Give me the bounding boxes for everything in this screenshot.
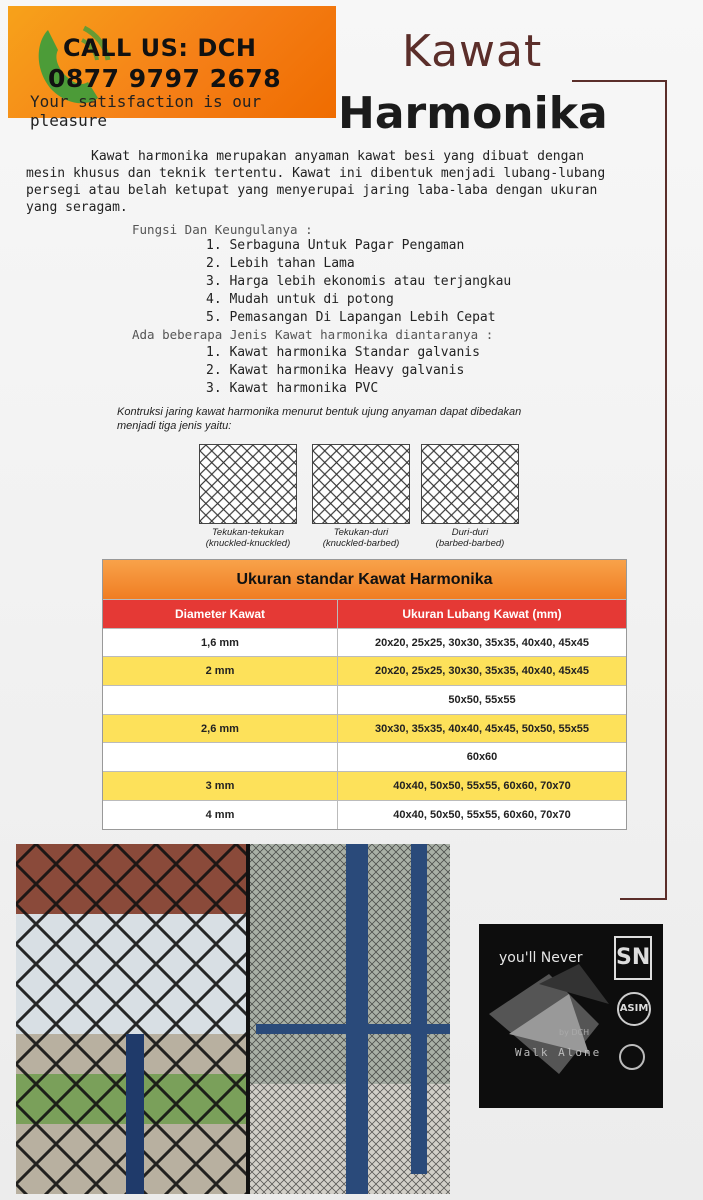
fungsi-list (206, 237, 511, 327)
sn-logo: SN (614, 936, 652, 980)
circle-logo-icon (619, 1044, 645, 1070)
konstruksi-line-2: menjadi tiga jenis yaitu: (117, 420, 232, 432)
mesh-knuckled-barbed (312, 444, 410, 524)
cell-diameter: 2 mm (103, 657, 338, 685)
intro-paragraph (26, 148, 656, 216)
mesh-knuckled-knuckled (199, 444, 297, 524)
jenis-list (206, 344, 480, 398)
mesh-caption-2 (306, 527, 416, 549)
title-harmonika: Harmonika (338, 88, 608, 139)
fungsi-heading: Fungsi Dan Keungulanya : (132, 222, 313, 237)
table-row (103, 628, 626, 657)
mesh-barbed-barbed (421, 444, 519, 524)
table-title: Ukuran standar Kawat Harmonika (103, 560, 626, 599)
table-row (103, 742, 626, 771)
table-row (103, 685, 626, 714)
size-table (102, 559, 627, 830)
cell-sizes: 40x40, 50x50, 55x55, 60x60, 70x70 (393, 808, 571, 821)
list-item: 3. Kawat harmonika PVC (206, 381, 379, 396)
intro-line-2: mesin khusus dan teknik tertentu. Kawat ini dibentuk menjadi lubang-lubang (26, 166, 606, 181)
table-row (103, 656, 626, 685)
album-subtitle: Walk Alone (515, 1046, 602, 1059)
asim-logo: ASIM (617, 992, 651, 1026)
album-by: by DCH (559, 1028, 590, 1037)
table-row (103, 771, 626, 800)
table-row (103, 800, 626, 829)
frame-line-right (665, 80, 667, 900)
list-item: 5. Pemasangan Di Lapangan Lebih Cepat (206, 310, 496, 325)
konstruksi-text (117, 405, 617, 433)
list-item: 1. Serbaguna Untuk Pagar Pengaman (206, 238, 465, 253)
list-item: 2. Lebih tahan Lama (206, 256, 355, 271)
mesh-caption-3 (415, 527, 525, 549)
album-title: you'll Never (499, 950, 583, 966)
intro-line-3: persegi atau belah ketupat yang menyerupai jaring laba-laba dengan ukuran (26, 183, 598, 198)
list-item: 3. Harga lebih ekonomis atau terjangkau (206, 274, 512, 289)
frame-line-bottom (620, 898, 667, 900)
intro-line-1: Kawat harmonika merupakan anyaman kawat besi yang dibuat dengan (91, 149, 585, 164)
cell-diameter: 3 mm (103, 772, 338, 800)
konstruksi-line-1: Kontruksi jaring kawat harmonika menurut bentuk ujung anyaman dapat dibedakan (117, 406, 522, 418)
album-art (479, 924, 663, 1108)
cell-diameter: 2,6 mm (103, 715, 338, 743)
jenis-heading: Ada beberapa Jenis Kawat harmonika diantaranya : (132, 327, 494, 342)
cell-sizes: 20x20, 25x25, 30x30, 35x35, 40x40, 45x45 (374, 636, 590, 649)
list-item: 4. Mudah untuk di potong (206, 292, 394, 307)
cell-diameter (103, 743, 338, 771)
cell-sizes: 40x40, 50x50, 55x55, 60x60, 70x70 (393, 779, 571, 792)
phone-number[interactable]: 0877 9797 2678 (48, 64, 282, 93)
mesh-caption-name: Tekukan-duri (333, 527, 389, 538)
cell-sizes: 60x60 (466, 751, 498, 764)
mesh-caption-en: (barbed-barbed) (435, 538, 505, 549)
cell-diameter: 4 mm (103, 801, 338, 829)
fence-photo (16, 844, 450, 1194)
contact-banner[interactable] (8, 6, 336, 130)
mesh-caption-name: Tekukan-tekukan (211, 527, 284, 538)
list-item: 2. Kawat harmonika Heavy galvanis (206, 363, 465, 378)
tagline: Your satisfaction is our pleasure (30, 92, 262, 130)
list-item: 1. Kawat harmonika Standar galvanis (206, 345, 480, 360)
title-kawat: Kawat (402, 26, 543, 77)
header-diameter: Diameter Kawat (103, 600, 338, 628)
mesh-caption-1 (193, 527, 303, 549)
cell-diameter (103, 686, 338, 714)
table-header-row (103, 599, 626, 628)
mesh-caption-en: (knuckled-knuckled) (205, 538, 291, 549)
cell-sizes: 30x30, 35x35, 40x40, 45x45, 50x50, 55x55 (374, 722, 590, 735)
cell-sizes: 50x50, 55x55 (448, 693, 516, 706)
cell-sizes: 20x20, 25x25, 30x30, 35x35, 40x40, 45x45 (374, 665, 590, 678)
header-lubang: Ukuran Lubang Kawat (mm) (402, 606, 562, 621)
cell-diameter: 1,6 mm (103, 629, 338, 657)
intro-line-4: yang seragam. (26, 200, 128, 215)
frame-line-top (572, 80, 667, 82)
mesh-caption-en: (knuckled-barbed) (322, 538, 400, 549)
mesh-caption-name: Duri-duri (451, 527, 489, 538)
call-us-text: CALL US: DCH (63, 34, 257, 62)
table-row (103, 714, 626, 743)
